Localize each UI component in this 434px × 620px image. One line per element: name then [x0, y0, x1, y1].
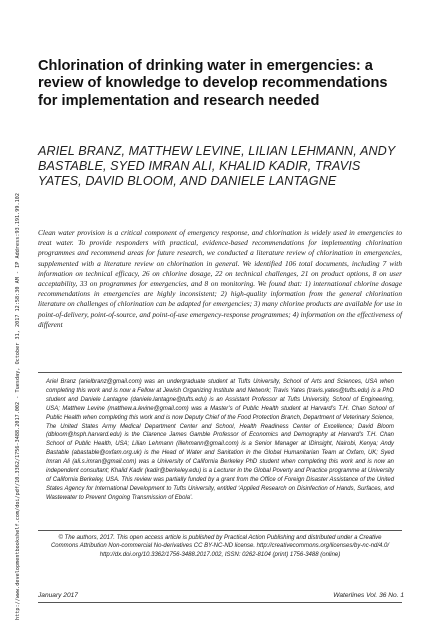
license-notice: © The authors, 2017. This open access article is published by Practical Action Publishing and distributed under a Creative Commons Attribution Non-commercial No-derivatives CC BY-NC-ND license. http://creativecommons.org/licenses/by-nc-nd/4.0/ http://dx.doi.org/10.3362/1756-3488.2017.002, ISSN: 0262-8104 (print) 1756-3488 (online) — [50, 535, 390, 558]
article-page — [38, 0, 404, 614]
author-affiliations: Ariel Branz (arielbranz@gmail.com) was an undergraduate student at Tufts University, School of Arts and Sciences, USA when completing this work and is now a Fellow at Jewish Organizing Institute and Network; Travis Yates (travis.yates@tufts.edu) is a PhD student and Daniele Lantagne (daniele.lantagne@tufts.edu) is an Assistant Professor at Tufts University, School of Engineering, USA; Matthew Levine (matthew.a.levine@gmail.com) was a Master’s of Public Health student at Harvard’s T.H. Chan School of Public Health when completing this work and is now Deputy Chief of the Food Protection Branch, Department of Veterinary Science, The United States Army Medical Department Center and School, Health Readiness Center of Excellence; David Bloom (dbloom@hsph.harvard.edu) is the Clarence James Gamble Professor of Economics and Demography at Harvard’s T.H. Chan School of Public Health, USA; Lilian Lehmann (lilehmann@gmail.com) is a Senior Manager at IDinsight, Nairobi, Kenya; Andy Bastable (abastable@oxfam.org.uk) is the Head of Water and Sanitation in the Global Humanitarian Team at Oxfam, UK; Syed Imran Ali (ali.s.imran@gmail.com) was a University of California Berkeley PhD student when completing this work and is now an independent consultant; Khalid Kadir (kadir@berkeley.edu) is a Lecturer in the Global Poverty and Practice programme at University of California Berkeley, USA. This review was partially funded by a grant from the Office of Foreign Disaster Assistance of the United States Agency for International Development to Tufts University, entitled ‘Applied Research on Disinfection of Hands, Surfaces, and Wastewater to Prevent Ongoing Transmission of Ebola’. — [46, 379, 394, 501]
article-title: Chlorination of drinking water in emergencies: a review of knowledge to develop recommendations for implementation and research needed — [38, 58, 388, 109]
divider — [38, 372, 402, 373]
author-list: ARIEL BRANZ, MATTHEW LEVINE, LILIAN LEHMANN, ANDY BASTABLE, SYED IMRAN ALI, KHALID KADIR, TRAVIS YATES, DAVID BLOOM, AND DANIELE LANTAGNE — [38, 144, 396, 189]
journal-issue: Waterlines Vol. 36 No. 1 — [333, 592, 404, 599]
download-stamp — [4, 20, 21, 620]
download-stamp-text: http://www.developmentbookshelf.com/doi/pdf/10.3362/1756-3488.2017.002 - Tuesday, October 31, 2017 12:58:30 AM - IP Address:93.191.99.102 — [15, 193, 21, 620]
abstract: Clean water provision is a critical component of emergency response, and chlorination is widely used in emergencies to treat water. To provide responders with practical, evidence-based recommendations for implementing chlorination programmes and recommend areas for future research, we conducted a literature review of chlorination in emergencies, supplemented with a literature review on chlorination in general. We identified 106 total documents, including 7 with information on technical efficacy, 26 on chlorine dosage, 22 on technical challenges, 21 on product options, 8 on user acceptability, 33 on programmes for emergencies, and 8 on monitoring. We found that: 1) international chlorine dosage recommendations in emergencies are highly inconsistent; 2) high-quality information from the general chlorination literature on challenges of chlorination can be adapted for emergencies; 3) many chlorine products are available for use in point-of-delivery, point-of-source, and point-of-use emergency-response programmes; 4) information on the effectiveness of different — [38, 228, 402, 329]
divider — [38, 530, 402, 531]
footer-divider — [38, 602, 402, 603]
issue-date: January 2017 — [38, 592, 78, 599]
